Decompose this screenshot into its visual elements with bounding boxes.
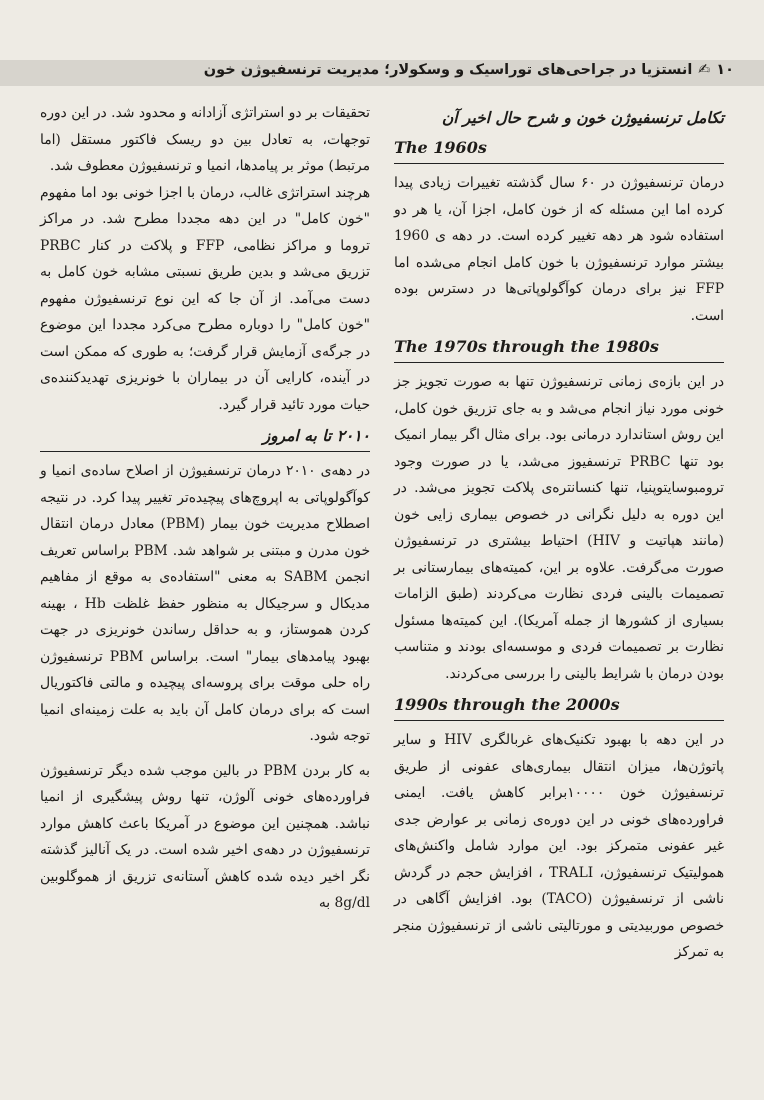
- divider: [394, 362, 724, 363]
- divider: [40, 451, 370, 452]
- heading-1960s: The 1960s: [394, 138, 487, 157]
- right-column: [394, 100, 724, 966]
- paragraph-whole-blood: هرچند استراتژی غالب، درمان با اجزا خونی بود اما مفهوم "خون کامل" در این دهه مجددا مطرح شد. در مراکز تروما و مراکز نظامی، FFP و پلاکت در کنار PRBC تزریق می‌شد و بدین طریق نسبتی مشابه خون کامل به دست می‌آمد. از آن جا که این نوع ترنسفیوژن مفهوم "خون کامل" را دوباره مطرح می‌کرد مجددا این موضوع در جرگه‌ی آزمایش قرار گرفت؛ به طوری که ممکن است در آینده، کارایی آن در بیماران با خونریزی تهدیدکننده‌ی حیات مورد تائید قرار گیرد.: [40, 184, 370, 413]
- divider: [394, 720, 724, 721]
- heading-1990s: 1990s through the 2000s: [394, 695, 620, 714]
- running-header: [174, 62, 734, 78]
- paragraph-pbm: به کار بردن PBM در بالین موجب شده دیگر ترنسفیوژن فراورده‌های خونی آلوژن، تنها روش پیشگیری از انمیا نباشد. همچنین این موضوع در آمریکا باعث کاهش موارد ترنسفیوژن در دهه‌ی اخیر شده است. در یک آنالیز گذشته نگر اخیر دیده شده کاهش آستانه‌ی تزریق از هموگلوبین 8g/dl به: [40, 762, 370, 911]
- left-column: [40, 100, 370, 917]
- paragraph-intro: تحقیقات بر دو استراتژی آزادانه و محدود شد. در این دوره توجهات، به تعادل بین دو ریسک فاکتور مستقل (اما مرتبط) موثر بر پیامدها، انمیا و ترنسفیوژن معطوف شد.: [40, 105, 370, 174]
- paragraph-2010: در دهه‌ی ۲۰۱۰ درمان ترنسفیوژن از اصلاح ساده‌ی انمیا و کوآگولوپاتی به اپروچ‌های پیچیده‌تر تغییر پیدا کرد. در نتیجه اصطلاح مدیریت خون بیمار (PBM) معادل درمان انتقال خون مدرن و مبتنی بر شواهد شد. PBM براساس تعریف انجمن SABM به معنی "استفاده‌ی به موقع از مفاهیم مدیکال و سرجیکال به منظور حفظ غلظت Hb ، بهینه کردن هموستاز، و به حداقل رساندن خونریزی در جهت بهبود پیامدهای بیمار" است. براساس PBM ترنسفیوژن راه حلی موقت برای پروسه‌ای پیچیده و مالتی فاکتوریال است که برای درمان کامل آن باید به علت زمینه‌ای انمیا توجه شود.: [40, 463, 370, 744]
- heading-1970s: The 1970s through the 1980s: [394, 337, 659, 356]
- chapter-mark-icon: ✍: [698, 62, 711, 78]
- paragraph-1960s: درمان ترنسفیوژن در ۶۰ سال گذشته تغییرات زیادی پیدا کرده اما این مسئله که از خون کامل، اجزا آن، یا هر دو استفاده شود هر دهه تغییر کرده است. در دهه ی 1960 بیشتر موارد ترنسفیوژن با خون کامل انجام می‌شده اما FFP نیز برای درمان کوآگولوپاتی‌ها در دسترس بوده است.: [394, 175, 724, 324]
- header-title: انستزیا در جراحی‌های توراسیک و وسکولار؛ مدیریت ترنسفیوژن خون: [203, 62, 693, 78]
- heading-2010: ۲۰۱۰ تا به امروز: [262, 426, 370, 445]
- paragraph-1970s: در این بازه‌ی زمانی ترنسفیوژن تنها به صورت تجویز جز خونی مورد نیاز انجام می‌شد و به جای تزریق خون کامل، این روش استاندارد درمانی بود. برای مثال اگر بیمار انمیک بود تنها PRBC ترنسفیوز می‌شد، یا در صورت وجود ترومبوسایتوپنیا، تنها کنسانتره‌ی پلاکت تجویز می‌شد. در این دوره به دلیل نگرانی در خصوص بیماری زایی خون (مانند هپاتیت و HIV) احتیاط بیشتری در ترنسفیوژن صورت می‌گرفت. علاوه بر این، کمیته‌های بیمارستانی بر تصمیمات بالینی فردی نظارت می‌کردند (طبق الزامات بسیاری از کشورها از جمله آمریکا). این کمیته‌ها مسئول نظارت بر تصمیمات فردی و موسسه‌ای بودند و متناسب بودن درمان با شرایط بالینی را بررسی می‌کردند.: [394, 374, 724, 682]
- paragraph-1990s: در این دهه با بهبود تکنیک‌های غربالگری HIV و سایر پاتوژن‌ها، میزان انتقال بیماری‌های عفونی از طریق ترنسفیوژن خون ۱۰۰۰۰برابر کاهش یافت. ایمنی فراورده‌های خونی در این دوره‌ی زمانی بر عوارض جدی غیر عفونی متمرکز بود. این موارد شامل واکنش‌های همولیتیک ترنسفیوژن، TRALI ، افزایش حجم در گردش ناشی از ترنسفیوژن (TACO) بود. افزایش آگاهی در خصوص موربیدیتی و مورتالیتی ناشی از ترنسفیوژن منجر به تمرکز: [394, 732, 724, 960]
- section-title: تکامل ترنسفیوژن خون و شرح حال اخیر آن: [441, 108, 724, 127]
- page-number: ۱۰: [716, 62, 734, 78]
- divider: [394, 163, 724, 164]
